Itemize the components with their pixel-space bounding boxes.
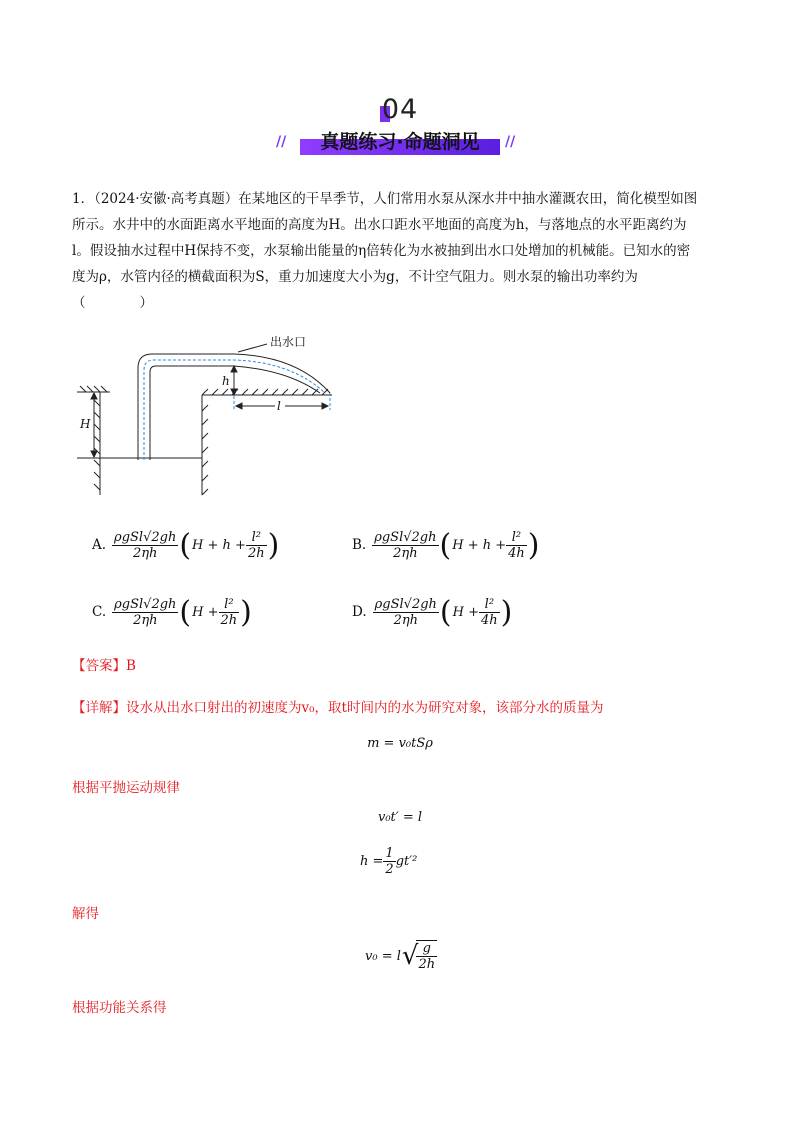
question-line: 度为ρ，水管内径的横截面积为S，重力加速度大小为g，不计空气阻力。则水泵的输出功率约为 — [72, 269, 638, 285]
question-text — [72, 186, 732, 316]
label-H: H — [80, 417, 91, 431]
equation-velocity: v₀ = l √ $\frac{g}{2h}$ — [365, 941, 436, 972]
option-letter: A. — [92, 537, 107, 553]
step-energy: 根据功能关系得 — [72, 1000, 167, 1016]
option-fraction: $\frac{\text{ρgSl√2gh}}{2\eta h}$ — [374, 596, 437, 628]
option-c[interactable]: C. $\frac{\text{ρgSl√2gh}}{2\eta h}$ ( H + $\frac{\text{l²}}{2h}$ ) — [92, 594, 252, 630]
question-line: （ ） — [72, 295, 153, 311]
option-letter: B. — [352, 537, 367, 553]
question-line: 1．（2024·安徽·高考真题）在某地区的干旱季节，人们常用水泵从深水井中抽水灌溉农田，简化模型如图 — [72, 191, 698, 207]
section-title: 真题练习·命题洞见 — [320, 131, 480, 153]
equation-horizontal: v₀t′ = l — [377, 810, 423, 825]
answer-label: 【答案】 — [72, 658, 126, 674]
option-fraction: $\frac{\text{ρgSl√2gh}}{2\eta h}$ — [374, 529, 437, 561]
question-line: 所示。水井中的水面距离水平地面的高度为H。出水口距水平地面的高度为h，与落地点的水平距离约为 — [72, 217, 687, 233]
answer-value: B — [126, 658, 136, 674]
step-solve: 解得 — [72, 906, 99, 922]
option-a[interactable]: A. $\frac{\text{ρgSl√2gh}}{2\eta h}$ ( H + h + $\frac{\text{l²}}{2h}$ ) — [92, 527, 280, 563]
outlet-label: 出水口 — [270, 335, 307, 349]
option-d[interactable]: D. $\frac{\text{ρgSl√2gh}}{2\eta h}$ ( H + $\frac{\text{l²}}{4h}$ ) — [352, 594, 513, 630]
explanation-text: 设水从出水口射出的初速度为v₀，取t时间内的水为研究对象，该部分水的质量为 — [126, 700, 604, 716]
title-deco-left: // — [276, 134, 287, 150]
question-line: l。假设抽水过程中H保持不变，水泵输出能量的η倍转化为水被抽到出水口处增加的机械能。已知水的密 — [72, 243, 691, 259]
option-fraction: $\frac{\text{ρgSl√2gh}}{2\eta h}$ — [114, 529, 177, 561]
pump-diagram — [72, 330, 352, 500]
title-deco-right: // — [505, 134, 516, 150]
section-number: 04 — [381, 94, 419, 125]
answer-line — [72, 654, 136, 674]
option-b[interactable]: B. $\frac{\text{ρgSl√2gh}}{2\eta h}$ ( H + h + $\frac{\text{l²}}{4h}$ ) — [352, 527, 540, 563]
option-letter: C. — [92, 604, 107, 620]
label-l: l — [277, 399, 281, 413]
explanation-line1 — [72, 696, 732, 716]
equation-vertical: h = $\frac{1}{2}$ gt′² — [360, 846, 418, 877]
label-h: h — [222, 374, 230, 388]
equation-mass: m = v₀tSρ — [367, 736, 433, 751]
explanation-label: 【详解】 — [72, 700, 126, 716]
option-letter: D. — [352, 604, 367, 620]
step-projectile: 根据平抛运动规律 — [72, 780, 180, 796]
option-fraction: $\frac{\text{ρgSl√2gh}}{2\eta h}$ — [114, 596, 177, 628]
